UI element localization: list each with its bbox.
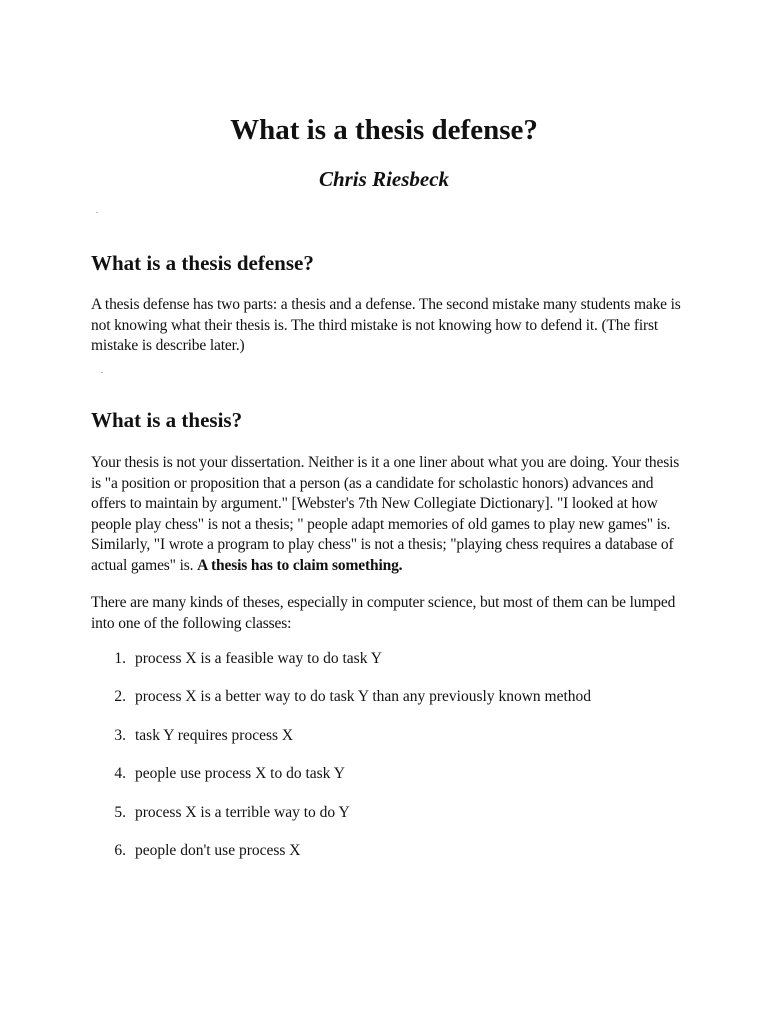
list-item bbox=[91, 803, 681, 823]
list-item-number: 4. bbox=[114, 765, 126, 783]
section-heading: What is a thesis defense? bbox=[91, 251, 314, 275]
list-item-text: process X is a feasible way to do task Y bbox=[135, 650, 382, 667]
list-item bbox=[91, 841, 681, 861]
list-item bbox=[91, 764, 681, 784]
document-title: What is a thesis defense? bbox=[230, 114, 538, 146]
section-what-is-thesis bbox=[91, 406, 681, 879]
thesis-class-list bbox=[91, 649, 681, 861]
list-item-text: process X is a better way to do task Y than any previously known method bbox=[135, 688, 592, 706]
scan-speck bbox=[101, 372, 103, 373]
list-item-text: process X is a terrible way to do Y bbox=[135, 803, 350, 821]
section-paragraph: A thesis defense has two parts: a thesis and a defense. The second mistake many students make is not knowing what their thesis is. The third mistake is not knowing how to defend it. (The first mistake is describe later.) bbox=[91, 296, 681, 354]
list-item-number: 6. bbox=[114, 841, 126, 859]
section-thesis-defense bbox=[91, 249, 681, 357]
list-item-number: 1. bbox=[114, 650, 126, 667]
section-paragraph bbox=[91, 453, 681, 576]
section-paragraph: There are many kinds of theses, especially in computer science, but most of them can be lumped into one of the following classes: bbox=[91, 594, 676, 632]
list-item bbox=[91, 687, 681, 707]
list-item-text: task Y requires process X bbox=[135, 726, 294, 744]
list-item-number: 3. bbox=[114, 726, 126, 744]
paragraph-emphasis: A thesis has to claim something. bbox=[197, 556, 403, 574]
list-item bbox=[91, 649, 681, 669]
list-item-number: 2. bbox=[114, 688, 126, 706]
section-heading: What is a thesis? bbox=[91, 408, 243, 432]
scan-speck bbox=[96, 212, 98, 213]
document-author: Chris Riesbeck bbox=[318, 167, 450, 191]
list-item-number: 5. bbox=[114, 803, 126, 821]
list-item-text: people don't use process X bbox=[135, 841, 301, 859]
list-item-text: people use process X to do task Y bbox=[135, 765, 345, 783]
paragraph-text: Your thesis is not your dissertation. Neither is it a one liner about what you are doing. Your thesis is "a position or proposition that a person (as a candidate for scholastic honors) advances and offers to maintain by argument." [Webster's 7th New Collegiate Dictionary]. "I looked at how people play chess" is not a thesis; " people adapt memories of old games to play new games" is. Similarly, "I wrote a program to play chess" is not a thesis; "playing chess requires a database of actual games" is. bbox=[91, 454, 680, 574]
list-item bbox=[91, 726, 681, 746]
